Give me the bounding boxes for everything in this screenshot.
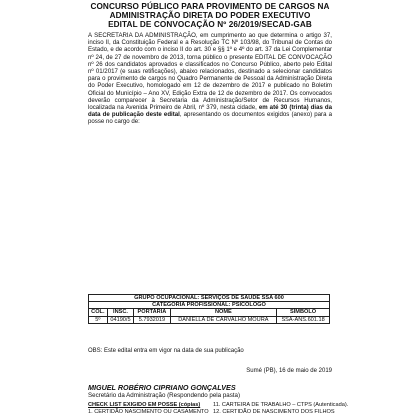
table-cell: SSA-ANS.601.18 — [277, 316, 330, 323]
table-cell: 04190/5 — [107, 316, 134, 323]
table-header: PORTARIA — [134, 309, 170, 316]
obs-note: OBS: Este edital entra em vigor na data de sua publicação — [88, 348, 244, 354]
paragraph-end: , apresentando os documentos exigidos (anexo) para a posse no cargo de: — [88, 111, 332, 126]
signature-name: MIGUEL ROBÉRIO CIPRIANO GONÇALVES — [88, 383, 236, 392]
table-cell: 5.7932019 — [134, 316, 170, 323]
checklist-right — [213, 402, 349, 416]
header-line-1: CONCURSO PÚBLICO PARA PROVIMENTO DE CARGOS NA — [90, 2, 330, 11]
checklist-left — [88, 402, 208, 416]
table-cell: DANIELLA DE CARVALHO MOURA — [170, 316, 277, 323]
table-category: CATEGORIA PROFISSIONAL: PSICÓLOGO — [89, 302, 330, 309]
table-row — [89, 316, 330, 323]
table-header: NOME — [170, 309, 277, 316]
checklist-item: 11. CARTEIRA DE TRABALHO – CTPS (Autenticada). — [213, 402, 349, 408]
table-header: SÍMBOLO — [277, 309, 330, 316]
table-header: COL. — [89, 309, 108, 316]
checklist-item: 12. CERTIDÃO DE NASCIMENTO DOS FILHOS — [213, 408, 335, 415]
convocation-paragraph — [88, 32, 332, 126]
header-line-3: EDITAL DE CONVOCAÇÃO Nº 26/2019/SECAD-GAB — [108, 20, 312, 29]
candidates-table — [88, 294, 330, 324]
table-header-row — [89, 309, 330, 316]
header-line-2: ADMINISTRAÇÃO DIRETA DO PODER EXECUTIVO — [109, 11, 311, 20]
checklist-item: 1. CERTIDÃO NASCIMENTO OU CASAMENTO — [88, 408, 209, 415]
paragraph-deadline: em até 30 (trinta) dias da data de publicação deste edital — [88, 104, 332, 119]
paragraph-text: A SECRETARIA DA ADMINISTRAÇÃO, em cumprimento ao que determina o artigo 37, inciso II, da Constituição Federal e a Resolução TC Nº 103/98, do Tribunal de Contas do Estado, e de acordo com o inciso II do art. 30 e §§ 1º e 4º do art. 37 da Lei Complementar nº 24, de 27 de novembro de 2013, torna público o presente EDITAL DE CONVOCAÇÃO nº 26 dos candidatos aprovados e classificados no Concurso Público, aberto pelo Edital nº 01/2017 (e suas retificações), abaixo relacionados, destinado a selecionar candidatos para o provimento de cargos no Quadro Permanente de Pessoal da Administração Direta do Poder Executivo, homologado em 12 de dezembro de 2017 e publicado no Boletim Oficial do Município – Ano XV, Edição Extra de 12 de dezembro de 2017. Os convocados deverão comparecer à Secretaria da Administração/Setor de Recursos Humanos, localizada na Avenida Primeiro de Abril, nº 379, nesta cidade, — [88, 32, 332, 112]
signature-role: Secretário da Administração (Respondendo pela pasta) — [88, 392, 241, 399]
place-date: Sumé (PB), 16 de maio de 2019 — [246, 368, 332, 374]
table-group: GRUPO OCUPACIONAL: SERVIÇOS DE SAÚDE SSA 600 — [89, 295, 330, 302]
table-header: INSC. — [107, 309, 134, 316]
checklist-title: CHECK LIST EXIGIDO EM POSSE (cópias) — [88, 402, 201, 408]
table-cell: 5º — [89, 316, 108, 323]
